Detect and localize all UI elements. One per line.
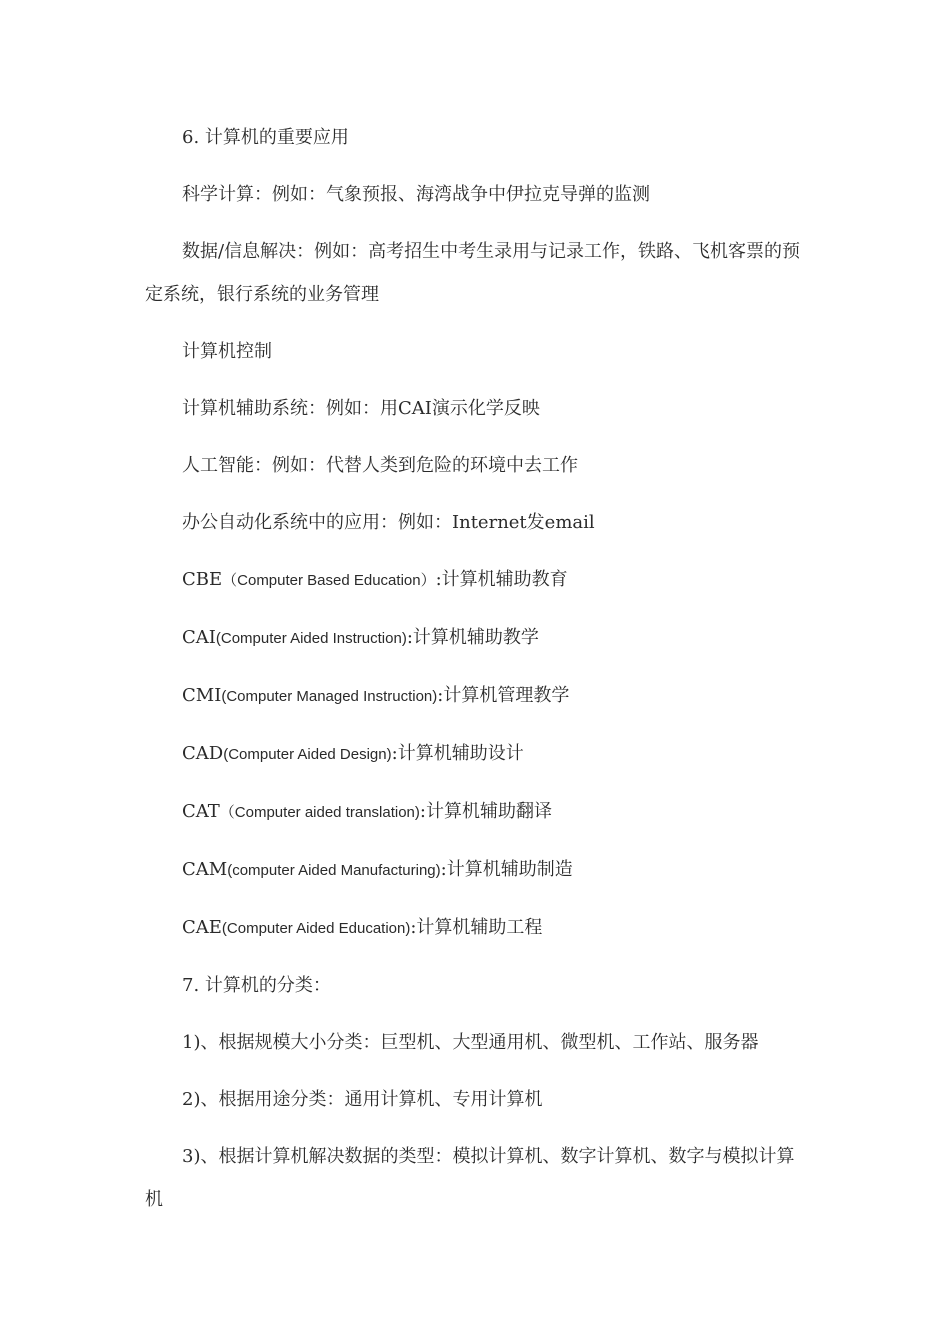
term-abbr: CAD xyxy=(182,743,224,764)
term-definition: :计算机辅助制造 xyxy=(440,859,573,880)
term-definition: :计算机辅助设计 xyxy=(391,743,524,764)
term-abbr: CMI xyxy=(182,685,222,706)
paragraph-scientific-computing: 科学计算：例如：气象预报、海湾战争中伊拉克导弹的监测 xyxy=(182,184,650,205)
term-english: (Computer Aided Education) xyxy=(221,920,411,937)
paragraph-computer-control: 计算机控制 xyxy=(182,341,272,362)
paragraph-office-automation: 办公自动化系统中的应用：例如：Internet发email xyxy=(182,512,595,533)
paragraph-classify-by-purpose: 2)、根据用途分类：通用计算机、专用计算机 xyxy=(182,1089,543,1110)
paragraph-classify-by-data-type: 3)、根据计算机解决数据的类型：模拟计算机、数字计算机、数字与模拟计算机 xyxy=(145,1146,795,1210)
term-cat xyxy=(145,797,810,827)
term-cbe xyxy=(145,565,810,595)
term-cae xyxy=(145,913,810,943)
term-cai xyxy=(145,623,810,653)
section-heading-applications: 6. 计算机的重要应用 xyxy=(182,127,349,148)
term-english: (Computer Aided Design) xyxy=(223,746,392,763)
term-abbr: CAM xyxy=(182,859,228,880)
term-definition: :计算机辅助教学 xyxy=(406,627,539,648)
paragraph-computer-aided-systems: 计算机辅助系统：例如：用CAI演示化学反映 xyxy=(182,398,540,419)
term-english: (computer Aided Manufacturing) xyxy=(227,862,441,879)
term-abbr: CAI xyxy=(182,627,216,648)
term-definition: :计算机管理教学 xyxy=(437,685,570,706)
term-english: （Computer aided translation) xyxy=(219,804,420,821)
term-abbr: CBE xyxy=(182,569,223,590)
term-definition: :计算机辅助教育 xyxy=(435,569,568,590)
term-english: (Computer Aided Instruction) xyxy=(215,630,407,647)
term-cam xyxy=(145,855,810,885)
paragraph-data-processing: 数据/信息解决：例如：高考招生中考生录用与记录工作，铁路、飞机客票的预定系统，银行系统的业务管理 xyxy=(145,241,801,305)
document-body xyxy=(145,123,810,1242)
term-abbr: CAT xyxy=(182,801,220,822)
section-heading-classification: 7. 计算机的分类： xyxy=(182,975,331,996)
paragraph-artificial-intelligence: 人工智能：例如：代替人类到危险的环境中去工作 xyxy=(182,455,578,476)
term-definition: :计算机辅助工程 xyxy=(410,917,543,938)
term-abbr: CAE xyxy=(182,917,222,938)
paragraph-classify-by-scale: 1)、根据规模大小分类：巨型机、大型通用机、微型机、工作站、服务器 xyxy=(182,1032,759,1053)
term-cad xyxy=(145,739,810,769)
term-english: （Computer Based Education） xyxy=(222,572,436,589)
term-english: (Computer Managed Instruction) xyxy=(221,688,438,705)
term-definition: :计算机辅助翻译 xyxy=(419,801,552,822)
term-cmi xyxy=(145,681,810,711)
